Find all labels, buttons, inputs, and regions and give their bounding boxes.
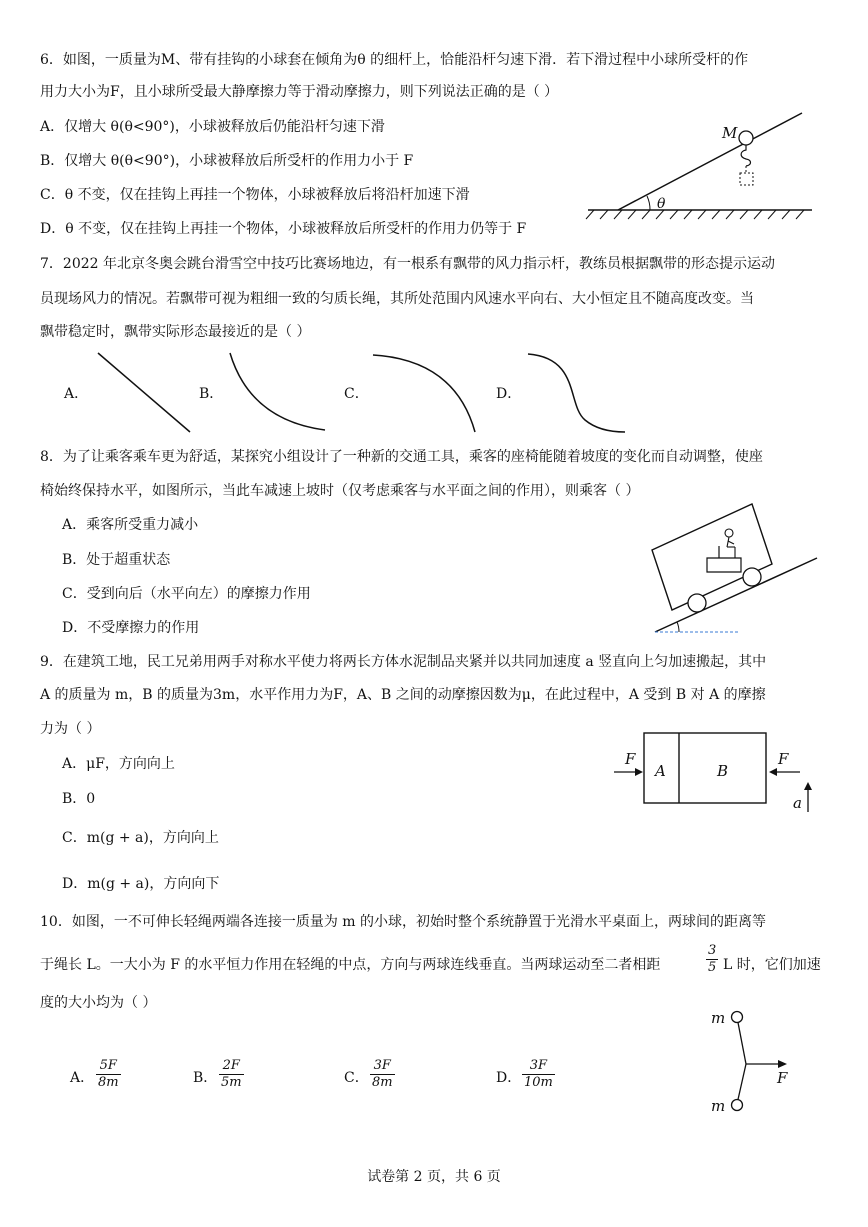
- q10-figure: [725, 1005, 795, 1120]
- q6-option-c: C．θ 不变，仅在挂钩上再挂一个物体，小球被释放后将沿杆加速下滑: [40, 187, 470, 203]
- q9-fig-label-a: a: [793, 794, 802, 812]
- q6-stem-line2: 用力大小为F，且小球所受最大静摩擦力等于滑动摩擦力，则下列说法正确的是（ ）: [40, 84, 559, 100]
- q6-fig-label-M: M: [722, 124, 738, 142]
- q7-option-c-label: C．: [344, 386, 369, 402]
- q10-option-d-fraction: [522, 1058, 555, 1091]
- q10-option-c-fraction: [370, 1058, 395, 1091]
- q7-option-b-label: B．: [199, 386, 224, 402]
- q8-stem-line1: 8．为了让乘客乘车更为舒适，某探究小组设计了一种新的交通工具，乘客的座椅能随着坡度的变化而自动调整，使座: [40, 449, 763, 465]
- q6-option-b: B．仅增大 θ(θ<90°)，小球被释放后所受杆的作用力小于 F: [40, 153, 414, 169]
- q10-stem-line3: 度的大小均为（ ）: [40, 995, 157, 1011]
- q10-stem-line1: 10．如图，一不可伸长轻绳两端各连接一质量为 m 的小球，初始时整个系统静置于光滑水平桌面上，两球间的距离等: [40, 914, 766, 930]
- q6-figure: [580, 105, 820, 225]
- q10-fig-m-bottom: m: [711, 1097, 726, 1115]
- q10-option-a-num: 5F: [96, 1058, 121, 1075]
- q10-option-b-label: B．: [193, 1070, 218, 1086]
- q6-option-a: A．仅增大 θ(θ<90°)，小球被释放后仍能沿杆匀速下滑: [40, 119, 385, 135]
- q9-stem-line2: A 的质量为 m，B 的质量为3m，水平作用力为F，A、B 之间的动摩擦因数为μ，在此过程中，A 受到 B 对 A 的摩擦: [40, 687, 766, 703]
- q8-option-b: B．处于超重状态: [62, 552, 171, 568]
- q7-stem-line3: 飘带稳定时，飘带实际形态最接近的是（ ）: [40, 324, 311, 340]
- q10-stem-line2b: L 时，它们加速: [723, 957, 821, 973]
- q9-stem-line1: 9．在建筑工地，民工兄弟用两手对称水平使力将两长方体水泥制品夹紧并以共同加速度 a 竖直向上匀加速搬起，其中: [40, 654, 767, 670]
- q10-option-b-den: 5m: [221, 1075, 242, 1090]
- q10-option-a-label: A．: [70, 1070, 95, 1086]
- q8-option-a: A．乘客所受重力减小: [62, 517, 199, 533]
- q9-fig-F-right: F: [778, 750, 789, 768]
- q7-option-b-ribbon: [225, 350, 330, 435]
- q8-option-d: D．不受摩擦力的作用: [62, 620, 200, 636]
- q10-frac-num: 3: [708, 943, 717, 958]
- q7-option-d-label: D．: [496, 386, 522, 402]
- q7-option-a-label: A．: [64, 386, 89, 402]
- q10-fraction-three-fifths: [706, 943, 718, 976]
- q6-fig-label-theta: θ: [657, 196, 666, 212]
- q9-fig-label-B: B: [717, 762, 729, 780]
- q8-option-c: C．受到向后（水平向左）的摩擦力作用: [62, 586, 311, 602]
- q9-figure: [610, 730, 820, 815]
- q9-fig-label-A: A: [655, 762, 666, 780]
- q7-option-d-ribbon: [525, 350, 630, 435]
- q10-option-b-num: 2F: [219, 1058, 244, 1075]
- q9-option-a: A．μF，方向向上: [62, 756, 175, 772]
- q7-stem-line1: 7．2022 年北京冬奥会跳台滑雪空中技巧比赛场地边，有一根系有飘带的风力指示杆，教练员根据飘带的形态提示运动: [40, 256, 775, 272]
- q10-option-a-den: 8m: [98, 1075, 119, 1090]
- q10-option-c-label: C．: [344, 1070, 369, 1086]
- q6-option-d: D．θ 不变，仅在挂钩上再挂一个物体，小球被释放后所受杆的作用力仍等于 F: [40, 221, 527, 237]
- q10-frac-den: 5: [708, 960, 717, 975]
- q10-fig-F: F: [777, 1069, 788, 1087]
- q10-option-d-num: 3F: [522, 1058, 555, 1075]
- q6-stem-line1: 6．如图，一质量为M、带有挂钩的小球套在倾角为θ 的细杆上，恰能沿杆匀速下滑．若下滑过程中小球所受杆的作: [40, 52, 749, 68]
- q7-stem-line2: 员现场风力的情况。若飘带可视为粗细一致的匀质长绳，其所处范围内风速水平向右、大小恒定且不随高度改变。当: [40, 291, 754, 307]
- q7-option-a-ribbon: [95, 350, 195, 435]
- q9-option-b: B．0: [62, 791, 96, 807]
- q7-option-c-ribbon: [370, 350, 480, 435]
- q10-option-c-den: 8m: [372, 1075, 393, 1090]
- q9-option-c: C．m(g + a)，方向向上: [62, 830, 219, 846]
- q10-option-d-label: D．: [496, 1070, 522, 1086]
- q10-option-a-fraction: [96, 1058, 121, 1091]
- q9-option-d: D．m(g + a)，方向向下: [62, 876, 220, 892]
- q8-stem-line2: 椅始终保持水平，如图所示，当此车减速上坡时（仅考虑乘客与水平面之间的作用），则乘客（ ）: [40, 483, 640, 499]
- q8-figure: [645, 500, 820, 640]
- q10-option-b-fraction: [219, 1058, 244, 1091]
- q10-fig-m-top: m: [711, 1009, 726, 1027]
- q10-stem-line2a: 于绳长 L。一大小为 F 的水平恒力作用在轻绳的中点，方向与两球连线垂直。当两球运动至二者相距: [40, 957, 661, 973]
- q10-option-c-num: 3F: [370, 1058, 395, 1075]
- q9-fig-F-left: F: [625, 750, 636, 768]
- page-footer: 试卷第 2 页，共 6 页: [367, 1169, 501, 1185]
- q9-stem-line3: 力为（ ）: [40, 721, 101, 737]
- q10-option-d-den: 10m: [524, 1075, 553, 1090]
